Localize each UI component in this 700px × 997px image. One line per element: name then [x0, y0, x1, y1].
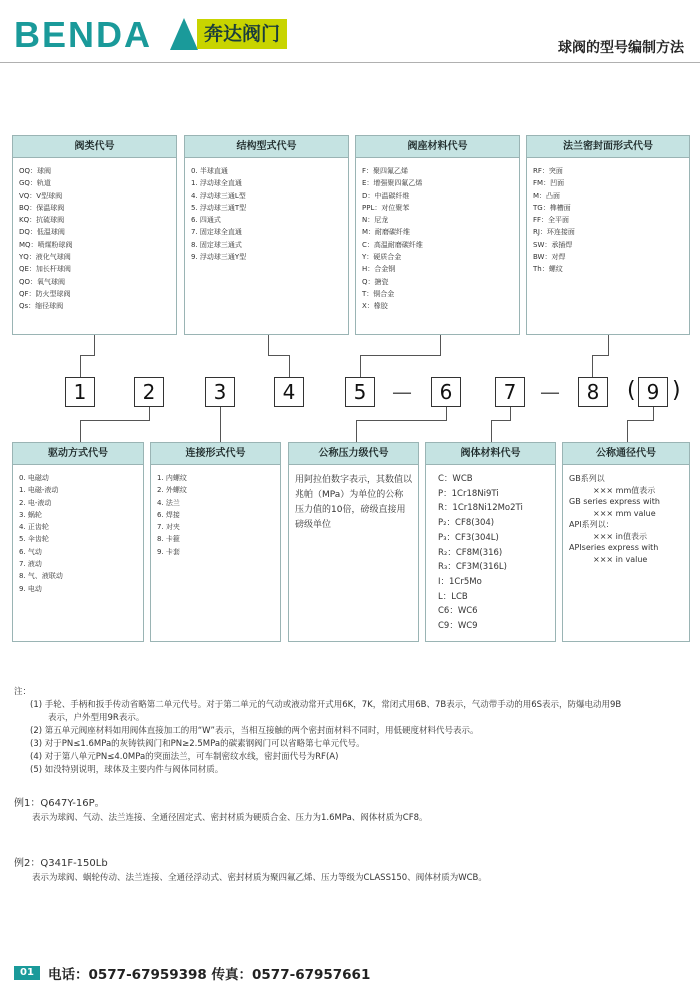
connector-line: [149, 407, 150, 420]
page-number: 01: [14, 966, 40, 980]
list-item: 8. 卡箍: [157, 535, 180, 544]
list-item: Q：搪瓷: [362, 277, 389, 286]
box-list: [426, 465, 555, 634]
list-item: 4. 法兰: [157, 498, 180, 507]
contact-info: 电话：0577-67959398 传真：0577-67957661: [48, 967, 371, 983]
list-item: GQ：轨道: [19, 179, 51, 188]
header-divider: [0, 62, 700, 63]
list-item: M：耐磨碳纤维: [362, 228, 411, 237]
connector-line: [268, 355, 290, 356]
connector-line: [627, 420, 654, 421]
connector-line: [80, 420, 81, 442]
list-item: R₃：CF3M(316L): [438, 562, 507, 573]
list-item: 3. 蜗轮: [19, 510, 42, 519]
connector-line: [94, 335, 95, 355]
connector-line: [627, 420, 628, 442]
code-position-3: 3: [205, 377, 235, 407]
connector-line: [653, 407, 654, 420]
note-item: (1) 手轮、手柄和扳手传动省略第二单元代号。对于第二单元的气动或液动常开式用6K，7K，常闭式用6B、7B表示，气动带手动的用6S表示，防爆电动用9B: [30, 700, 622, 710]
list-item: ××× mm值表示: [593, 485, 656, 495]
connector-line: [608, 335, 609, 355]
list-item: 5. 浮动球三通T型: [191, 203, 247, 212]
box-title: 阀体材料代号: [426, 443, 555, 465]
list-item: FF：全平面: [533, 216, 570, 225]
box-title: 阀类代号: [13, 136, 176, 158]
list-item: E：增强聚四氟乙烯: [362, 179, 423, 188]
list-item: C6：WC6: [438, 606, 478, 617]
list-item: 1. 内螺纹: [157, 474, 187, 482]
list-item: 4. 浮动球三通L型: [191, 191, 246, 200]
connector-line: [289, 355, 290, 377]
list-item: ××× in value: [593, 554, 648, 564]
list-item: N：尼龙: [362, 216, 389, 225]
connector-line: [360, 355, 441, 356]
list-item: 2. 外螺纹: [157, 486, 187, 495]
flange-face-code-box: [526, 135, 690, 335]
list-item: APIseries express with: [569, 543, 659, 552]
list-item: X：橡胶: [362, 302, 388, 311]
connector-line: [80, 355, 81, 377]
code-position-9: 9: [638, 377, 668, 407]
connector-line: [491, 420, 492, 442]
list-item: C：WCB: [438, 474, 473, 484]
list-item: API系列以：: [569, 520, 614, 529]
connector-line: [360, 355, 361, 377]
list-item: 9. 浮动球三通Y型: [191, 253, 247, 262]
code-position-8: 8: [578, 377, 608, 407]
box-title: 阀座材料代号: [356, 136, 519, 158]
logo-triangle-icon: [170, 18, 198, 50]
box-list: [151, 465, 280, 558]
box-title: 公称通径代号: [563, 443, 689, 465]
connector-line: [592, 355, 593, 377]
connector-line: [491, 420, 511, 421]
list-item: M：凸面: [533, 191, 561, 200]
list-item: 0. 半球直通: [191, 167, 228, 175]
example-1: [14, 797, 694, 825]
list-item: 7. 液动: [19, 560, 42, 569]
box-title: 公称压力级代号: [289, 443, 418, 465]
logo-text: BENDA: [14, 14, 153, 55]
list-item: P₂：CF8(304): [438, 518, 495, 529]
list-item: BQ：保温球阀: [19, 203, 65, 212]
paren-open: (: [627, 378, 636, 403]
box-list: [185, 158, 348, 263]
code-position-7: 7: [495, 377, 525, 407]
list-item: YQ：液化气球阀: [19, 253, 71, 262]
connector-line: [510, 407, 511, 420]
code-position-1: 1: [65, 377, 95, 407]
list-item: 4. 正齿轮: [19, 523, 49, 532]
code-position-6: 6: [431, 377, 461, 407]
valve-type-code-box: [12, 135, 177, 335]
notes-section: [14, 686, 694, 777]
note-item: (5) 如没特别说明，球体及主要内件与阀体同材质。: [30, 765, 224, 775]
note-item: (3) 对于PN≤1.6MPa的灰铸铁阀门和PN≥2.5MPa的碳素钢阀门可以省略第七单元代号。: [30, 739, 365, 749]
code-position-5: 5: [345, 377, 375, 407]
list-item: H：合金钢: [362, 265, 396, 274]
note-item: 表示，户外型用9R表示。: [48, 713, 145, 723]
list-item: Th：螺纹: [533, 265, 563, 274]
seat-material-code-box: [355, 135, 520, 335]
list-item: OQ：球阀: [19, 167, 52, 175]
list-item: 6. 四通式: [191, 216, 221, 225]
list-item: BW：对焊: [533, 253, 566, 262]
list-item: D：中温碳纤维: [362, 191, 410, 200]
list-item: 0. 电磁动: [19, 474, 49, 482]
list-item: FM：凹面: [533, 179, 565, 188]
box-list: [563, 465, 689, 565]
list-item: GB系列以: [569, 474, 605, 483]
connector-line: [80, 355, 95, 356]
nominal-diameter-code-box: [562, 442, 690, 642]
connector-line: [220, 407, 221, 442]
page-footer: [14, 962, 694, 984]
list-item: 1. 电磁-液动: [19, 486, 59, 495]
list-item: L：LCB: [438, 591, 468, 602]
paren-close: ): [672, 378, 681, 403]
list-item: 5. 伞齿轮: [19, 535, 49, 544]
list-item: P₃：CF3(304L): [438, 532, 499, 543]
box-title: 结构型式代号: [185, 136, 348, 158]
connector-line: [268, 335, 269, 355]
list-item: ××× in值表示: [593, 531, 647, 541]
list-item: 8. 固定球三通式: [191, 240, 242, 249]
connection-type-code-box: [150, 442, 281, 642]
list-item: RF：突面: [533, 167, 563, 175]
list-item: 6. 气动: [19, 547, 42, 556]
list-item: Y：硬质合金: [362, 253, 402, 262]
example-description: 表示为球阀、气动、法兰连接、全通径固定式、密封材质为硬质合金、压力为1.6MPa、阀体材质为CF8。: [32, 813, 428, 823]
list-item: P：1Cr18Ni9Ti: [438, 488, 499, 499]
list-item: GB series express with: [569, 497, 660, 506]
note-item: (2) 第五单元阀座材料如用阀体直接加工的用“W”表示，当相互接触的两个密封面材料不同时，用低硬度材料代号表示。: [30, 726, 479, 736]
list-item: KQ：抗硫球阀: [19, 216, 65, 225]
structure-code-box: [184, 135, 349, 335]
list-item: Qs：缩径球阀: [19, 302, 64, 311]
list-item: VQ：V型球阀: [19, 191, 63, 200]
list-item: QF：防火型球阀: [19, 289, 71, 298]
list-item: QE：加长杆球阀: [19, 265, 71, 274]
list-item: SW：承插焊: [533, 240, 573, 249]
list-item: C9：WC9: [438, 621, 478, 632]
list-item: TG：榫槽面: [533, 203, 571, 212]
list-item: T：铜合金: [362, 289, 395, 298]
body-material-code-box: [425, 442, 556, 642]
list-item: C：高温耐磨碳纤维: [362, 240, 423, 249]
box-list: [527, 158, 689, 276]
box-list: [356, 158, 519, 313]
list-item: R：1Cr18Ni12Mo2Ti: [438, 503, 523, 514]
connector-line: [446, 407, 447, 420]
logo-chinese: 奔达阀门: [197, 19, 287, 49]
drive-mode-code-box: [12, 442, 144, 642]
code-dash: —: [540, 380, 560, 404]
box-title: 连接形式代号: [151, 443, 280, 465]
list-item: F：聚四氟乙烯: [362, 167, 409, 175]
page-header: [0, 0, 700, 75]
example-title: 例2：Q341F-150Lb: [14, 858, 108, 869]
notes-label: 注：: [14, 687, 32, 697]
page-title: 球阀的型号编制方法: [558, 40, 684, 56]
connector-line: [592, 355, 609, 356]
list-item: 1. 浮动球全直通: [191, 179, 242, 188]
code-position-4: 4: [274, 377, 304, 407]
example-description: 表示为球阀、蜗轮传动、法兰连接、全通径浮动式、密封材质为聚四氟乙烯、压力等级为CLASS150、阀体材质为WCB。: [32, 873, 487, 883]
box-title: 法兰密封面形式代号: [527, 136, 689, 158]
note-item: (4) 对于第八单元PN≤4.0MPa的突面法兰，可车制密纹水线，密封面代号为RF(A): [30, 752, 339, 762]
connector-line: [356, 420, 357, 442]
list-item: 8. 气、液联动: [19, 572, 63, 581]
example-2: [14, 857, 694, 885]
list-item: ××× mm value: [593, 508, 656, 518]
list-item: 6. 焊接: [157, 510, 180, 519]
list-item: 7. 对夹: [157, 523, 180, 532]
list-item: 2. 电-液动: [19, 498, 52, 507]
example-title: 例1：Q647Y-16P。: [14, 798, 105, 809]
pressure-rating-code-box: [288, 442, 419, 642]
list-item: PPL：对位聚苯: [362, 203, 410, 212]
box-list: [13, 158, 176, 313]
connector-line: [356, 420, 447, 421]
list-item: 9. 电动: [19, 584, 42, 593]
code-dash: —: [392, 380, 412, 404]
box-paragraph: 用阿拉伯数字表示，其数值以兆帕（MPa）为单位的公称压力值的10倍，磅级直接用磅级单位: [295, 475, 413, 530]
list-item: DQ：低温球阀: [19, 228, 65, 237]
list-item: 7. 固定球全直通: [191, 228, 242, 237]
code-position-2: 2: [134, 377, 164, 407]
box-title: 驱动方式代号: [13, 443, 143, 465]
connector-line: [80, 420, 150, 421]
connector-line: [440, 335, 441, 355]
list-item: R₂：CF8M(316): [438, 547, 503, 558]
list-item: 9. 卡套: [157, 547, 180, 556]
list-item: RJ：环连接面: [533, 228, 575, 237]
box-list: [13, 465, 143, 595]
list-item: I：1Cr5Mo: [438, 576, 482, 587]
list-item: QO：氧气球阀: [19, 277, 66, 286]
list-item: MQ：喷煤粉球阀: [19, 240, 73, 249]
